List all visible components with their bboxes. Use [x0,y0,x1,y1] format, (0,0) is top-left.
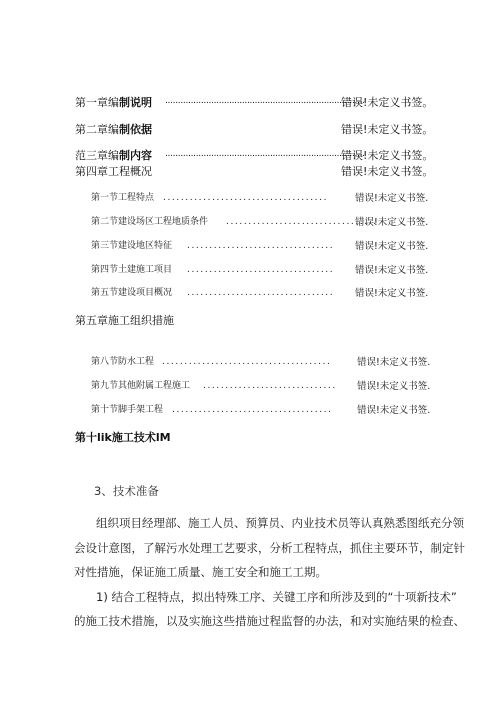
toc-chapter-3-leader: .............................................................................. [165,149,365,159]
toc-section-4-title: 第四节土建施工项目 [91,265,173,275]
toc-section-10-page: 错误!未定义书签. [357,405,431,416]
toc-section-2[interactable] [91,218,436,230]
toc-chapter-2-page: 错误!未定义书签。 [341,123,434,136]
toc-section-1[interactable] [91,194,436,206]
toc-chapter-10-title: 第十lik施工技术lM [75,431,171,444]
toc-section-5-leader: ................................. [187,288,335,298]
toc-chapter-5[interactable] [75,315,174,329]
paragraph-1-line-1: 组织项目经理部、施工人员、预算员、内业技术员等认真熟悉图纸充分领 [96,516,464,530]
section-heading: 3、技术准备 [94,484,159,498]
toc-section-8-leader: ...................................... [162,357,332,367]
toc-chapter-2-title-b: 制依据 [119,123,152,136]
toc-chapter-1-title-a: 第一章编 [75,96,119,109]
toc-section-4-leader: ................................. [187,265,335,275]
paragraph-1-line-2: 会设计意图，了解污水处理工艺要求，分析工程特点，抓住主要环节，制定针 [74,541,465,555]
toc-section-3-title: 第三节建设地区特征 [91,241,173,251]
toc-chapter-1-title-b: 制说明 [119,96,152,109]
toc-section-2-page: 错误!未定义书签. [355,217,429,228]
toc-chapter-1-leader: .............................................................................. [165,96,365,106]
toc-section-5-page: 错误!未定义书签. [355,288,429,299]
toc-chapter-10[interactable] [75,432,171,446]
toc-section-3[interactable] [91,242,436,254]
toc-section-4-page: 错误!未定义书签. [355,265,429,276]
toc-section-9[interactable] [91,382,436,394]
toc-chapter-4-title: 第四章工程概况 [75,165,152,178]
toc-section-10-title: 第十节脚手架工程 [91,405,164,415]
toc-section-5-title: 第五节建设项目概况 [91,288,173,298]
toc-section-3-page: 错误!未定义书签. [355,241,429,252]
toc-section-10[interactable] [91,406,436,418]
toc-chapter-3-title-a: 范三章编 [75,149,119,162]
toc-section-1-leader: ..................................... [163,193,329,203]
toc-section-4[interactable] [91,266,436,278]
toc-section-1-title: 第一节工程特点 [91,193,155,203]
toc-section-8-page: 错误!未定义书签. [357,357,431,368]
toc-chapter-4-page: 错误!未定义书签。 [341,165,434,178]
toc-section-5[interactable] [91,289,436,301]
toc-section-3-leader: ................................. [187,241,335,251]
toc-section-9-leader: .............................. [203,381,337,391]
toc-section-2-leader: .................................. [226,217,378,227]
toc-chapter-2-title-a: 第二章编 [75,123,119,136]
toc-section-8-title: 第八节防水工程 [91,357,155,367]
toc-chapter-3[interactable] [75,150,435,164]
toc-section-10-leader: .................................... [172,405,333,415]
toc-section-9-page: 错误!未定义书签. [357,381,431,392]
paragraph-1-line-3: 对性措施，保证施工质量、施工安全和施工工期。 [74,565,327,579]
toc-section-9-title: 第九节其他附属工程施工 [91,381,191,391]
toc-chapter-2[interactable] [75,124,435,138]
paragraph-2-line-1: 1) 结合工程特点，拟出特殊工序、关键工序和所涉及到的“十项新技术” [96,590,457,604]
toc-chapter-4[interactable] [75,166,435,180]
toc-chapter-1[interactable] [75,97,435,111]
toc-chapter-3-page: 错误!未定义书签。 [341,149,434,162]
toc-chapter-1-page: 错误!未定义书签。 [341,96,434,109]
toc-section-8[interactable] [91,358,436,370]
paragraph-2-line-2: 的施工技术措施，以及实施这些措施过程监督的办法，和对实施结果的检查、 [74,614,465,628]
toc-chapter-3-title-b: 制内容 [119,149,152,162]
toc-section-2-title: 第二节建设场区工程地质条件 [91,217,209,227]
toc-section-1-page: 错误!未定义书签. [355,193,429,204]
toc-chapter-5-title: 第五章施工组织措施 [75,314,174,327]
